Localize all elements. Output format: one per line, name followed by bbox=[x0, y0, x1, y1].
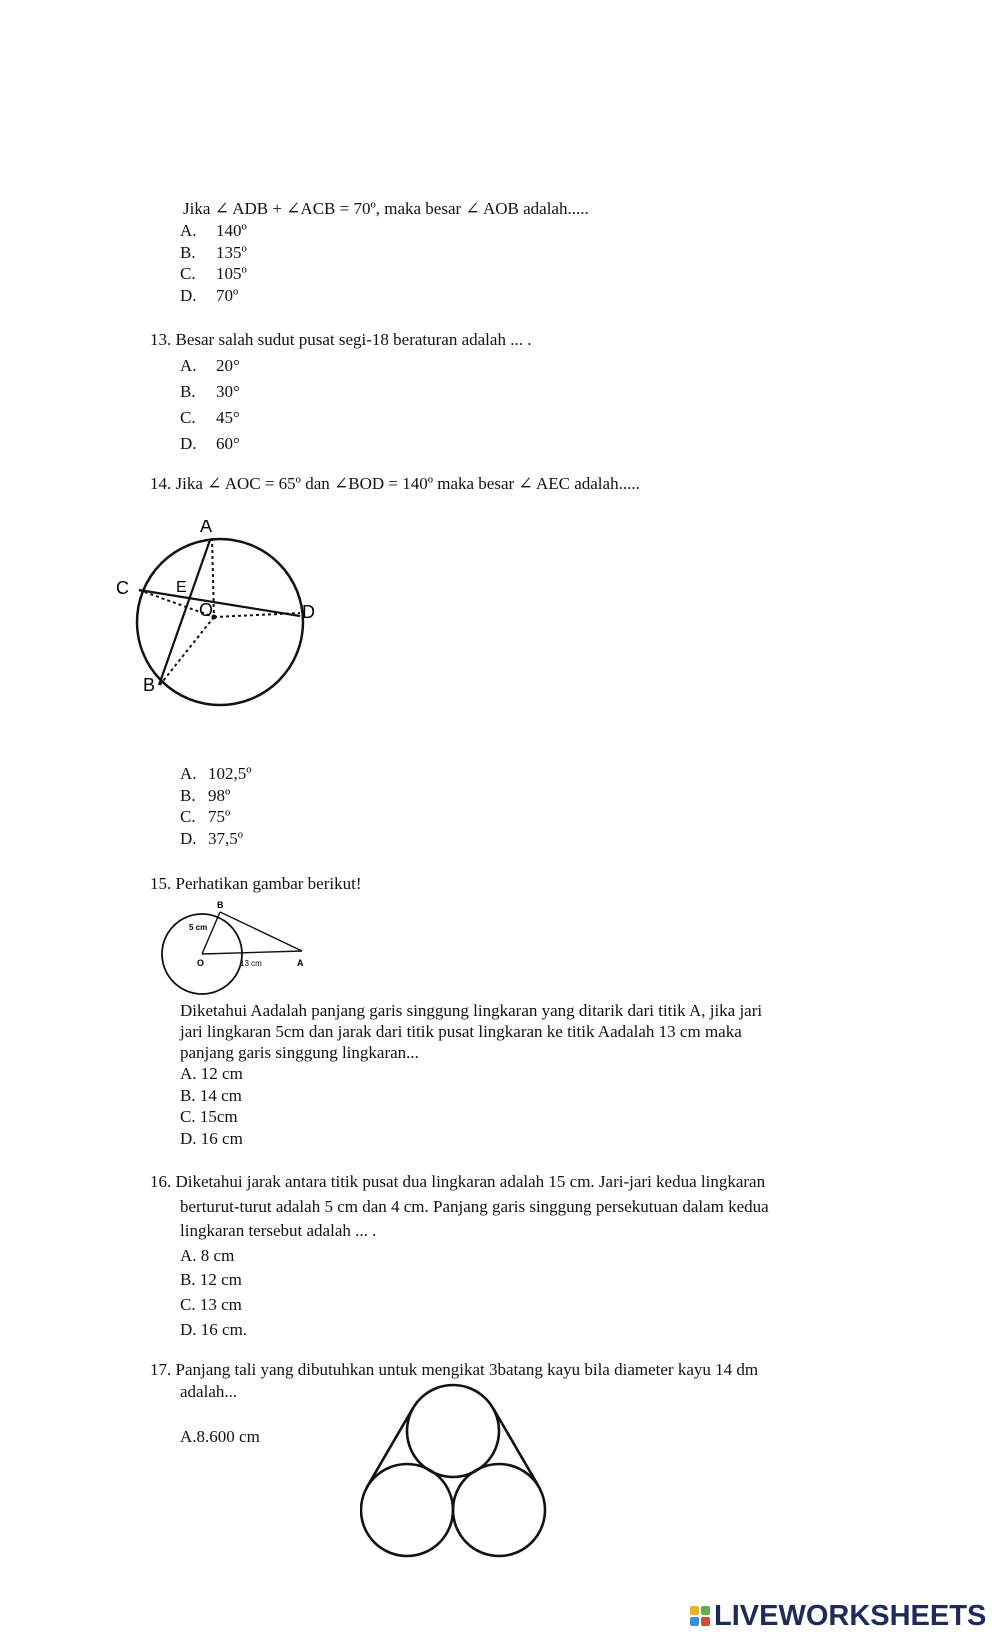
q15-label-distance: 13 cm bbox=[240, 959, 262, 968]
q16-option-a[interactable]: A. 8 cm bbox=[180, 1246, 235, 1265]
q15-body-line-3: panjang garis singgung lingkaran... bbox=[180, 1043, 419, 1062]
option-letter: A. bbox=[180, 356, 197, 375]
q15-tangent-ba bbox=[220, 912, 302, 951]
option-text: 20° bbox=[216, 356, 240, 375]
q14-chord-cd bbox=[139, 590, 300, 616]
option-text: 70º bbox=[216, 286, 239, 305]
q14-option-b[interactable] bbox=[180, 786, 230, 806]
option-letter: A. bbox=[180, 221, 197, 240]
q17-log-right bbox=[453, 1464, 545, 1556]
option-text: 135º bbox=[216, 243, 247, 262]
q17-logs-figure bbox=[360, 1377, 560, 1643]
q15-body-line-2: jari lingkaran 5cm dan jarak dari titik pusat lingkaran ke titik Aadalah 13 cm maka bbox=[180, 1022, 742, 1041]
q15-label-a: A bbox=[297, 958, 304, 968]
q15-option-c[interactable]: C. 15cm bbox=[180, 1107, 238, 1126]
option-letter: C. bbox=[180, 807, 196, 826]
option-text: 140º bbox=[216, 221, 247, 240]
option-text: 75º bbox=[208, 807, 231, 826]
option-letter: C. bbox=[180, 408, 196, 427]
q14-circle bbox=[137, 539, 303, 705]
q16-line-1: 16. Diketahui jarak antara titik pusat dua lingkaran adalah 15 cm. Jari-jari kedua lingkaran bbox=[150, 1172, 766, 1191]
option-letter: B. bbox=[180, 243, 196, 262]
q13-option-c[interactable] bbox=[180, 408, 240, 428]
q12-stem: Jika ∠ ADB + ∠ACB = 70º, maka besar ∠ AOB adalah..... bbox=[183, 199, 589, 218]
q17-rope-left bbox=[367, 1408, 413, 1487]
q15-stem: 15. Perhatikan gambar berikut! bbox=[150, 874, 362, 893]
q17-rope-right bbox=[493, 1408, 539, 1487]
q15-option-a[interactable]: A. 12 cm bbox=[180, 1064, 243, 1083]
q17-line-2: adalah... bbox=[180, 1382, 238, 1401]
q14-option-a[interactable] bbox=[180, 764, 252, 784]
q14-option-c[interactable] bbox=[180, 807, 230, 827]
option-text: 45° bbox=[216, 408, 240, 427]
logo-square bbox=[690, 1606, 699, 1615]
q17-line-1: 17. Panjang tali yang dibutuhkan untuk mengikat 3batang kayu bila diameter kayu 14 dm bbox=[150, 1360, 759, 1379]
q14-label-d: D bbox=[302, 602, 315, 622]
q14-stem: 14. Jika ∠ AOC = 65º dan ∠BOD = 140º maka besar ∠ AEC adalah..... bbox=[150, 474, 640, 493]
option-text: 105º bbox=[216, 264, 247, 283]
option-letter: D. bbox=[180, 434, 197, 453]
q16-option-d[interactable]: D. 16 cm. bbox=[180, 1320, 248, 1339]
option-text: 37,5º bbox=[208, 829, 244, 848]
logo-square bbox=[690, 1617, 699, 1626]
q15-label-b: B bbox=[217, 900, 224, 910]
option-letter: A. bbox=[180, 764, 197, 783]
q14-label-c: C bbox=[116, 578, 129, 598]
q14-circle-figure bbox=[108, 520, 348, 730]
option-text: 98º bbox=[208, 786, 231, 805]
q12-option-b[interactable] bbox=[180, 243, 247, 263]
q15-radius-ob bbox=[202, 912, 220, 954]
q14-label-e: E bbox=[176, 579, 187, 596]
q15-body-line-1: Diketahui Aadalah panjang garis singgung lingkaran yang ditarik dari titik A, jika jari bbox=[180, 1001, 763, 1020]
option-text: 30° bbox=[216, 382, 240, 401]
q16-option-c[interactable]: C. 13 cm bbox=[180, 1295, 242, 1314]
option-text: 60° bbox=[216, 434, 240, 453]
q12-option-d[interactable] bbox=[180, 286, 238, 306]
q17-log-left bbox=[361, 1464, 453, 1556]
q15-label-o: O bbox=[197, 958, 205, 968]
option-text: 102,5º bbox=[208, 764, 252, 783]
q17-log-top bbox=[407, 1385, 499, 1477]
q15-label-radius: 5 cm bbox=[189, 923, 208, 932]
q16-option-b[interactable]: B. 12 cm bbox=[180, 1270, 242, 1289]
q16-line-2: berturut-turut adalah 5 cm dan 4 cm. Panjang garis singgung persekutuan dalam kedua bbox=[180, 1197, 769, 1216]
q16-line-3: lingkaran tersebut adalah ... . bbox=[180, 1221, 377, 1240]
q13-option-d[interactable] bbox=[180, 434, 240, 454]
logo-square bbox=[701, 1606, 710, 1615]
q15-option-b[interactable]: B. 14 cm bbox=[180, 1086, 242, 1105]
q15-tangent-figure bbox=[160, 898, 320, 998]
option-letter: C. bbox=[180, 264, 196, 283]
q13-option-a[interactable] bbox=[180, 356, 240, 376]
q15-option-d[interactable]: D. 16 cm bbox=[180, 1129, 243, 1148]
q14-label-b: B bbox=[143, 675, 156, 695]
q15-segment-oa bbox=[202, 951, 302, 954]
option-letter: D. bbox=[180, 829, 197, 848]
q13-option-b[interactable] bbox=[180, 382, 240, 402]
logo-square bbox=[701, 1617, 710, 1626]
option-letter: B. bbox=[180, 382, 196, 401]
logo-mark-icon bbox=[690, 1606, 710, 1626]
q14-radius-ob bbox=[159, 617, 214, 686]
q13-stem: 13. Besar salah sudut pusat segi-18 beraturan adalah ... . bbox=[150, 330, 532, 349]
option-letter: D. bbox=[180, 286, 197, 305]
q12-option-c[interactable] bbox=[180, 264, 247, 284]
q14-option-d[interactable] bbox=[180, 829, 243, 849]
liveworksheets-logo bbox=[690, 1599, 986, 1633]
q14-label-o: O bbox=[199, 600, 214, 620]
logo-text: LIVEWORKSHEETS bbox=[714, 1599, 987, 1632]
option-letter: B. bbox=[180, 786, 196, 805]
q14-label-a: A bbox=[200, 520, 213, 536]
q12-option-a[interactable] bbox=[180, 221, 247, 241]
q17-option-a[interactable]: A.8.600 cm bbox=[180, 1427, 260, 1446]
